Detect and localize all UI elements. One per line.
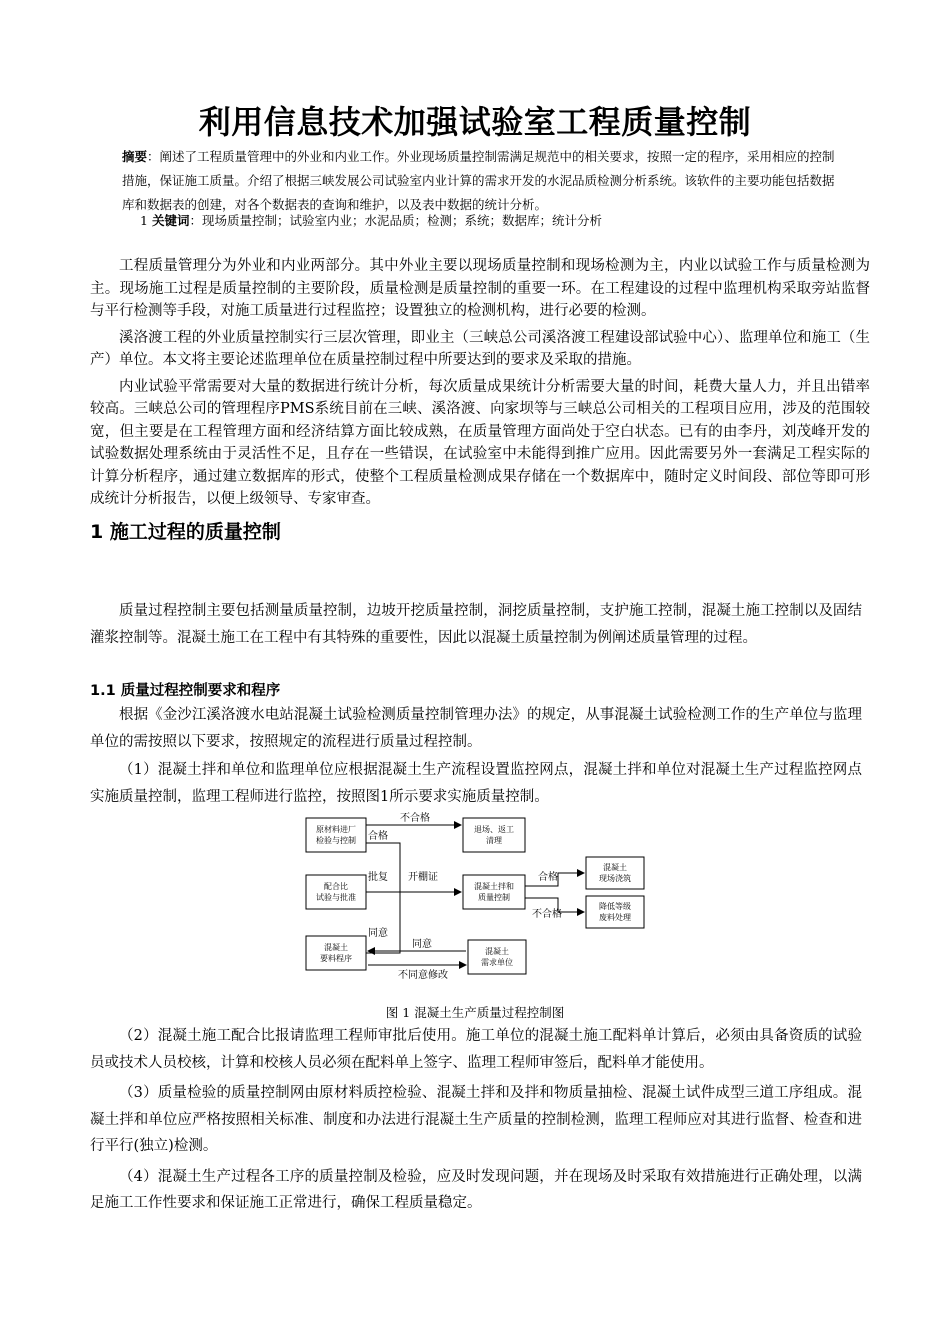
intro-paragraph-1: 工程质量管理分为外业和内业两部分。其中外业主要以现场质量控制和现场检测为主，内业以试验工作与质量检测为主。现场施工过程是质量控制的主要阶段，质量检测是质量控制的重要一环。在工程建设的过程中监理机构采取旁站监督与平行检测等手段，对施工质量进行过程监控；设置独立的检测机构，进行必要的检测。 (90, 258, 870, 319)
box-text: 混凝土 (603, 863, 627, 872)
label-unqualified-top: 不合格 (400, 813, 430, 824)
label-unqualified-right: 不合格 (532, 909, 562, 920)
box-downgrade (586, 896, 644, 928)
paper-title: 利用信息技术加强试验室工程质量控制 (198, 103, 752, 141)
box-text: 混凝土 (485, 947, 509, 956)
box-text: 试验与批准 (316, 893, 356, 902)
label-certificate: 开棚证 (408, 872, 438, 883)
keywords-text: ：现场质量控制；试验室内业；水泥品质；检测；系统；数据库；统计分析 (189, 213, 602, 228)
box-text: 质量控制 (478, 893, 510, 902)
box-text: 配合比 (324, 882, 348, 891)
section-1-1-paragraph-2: （1）混凝土拌和单位和监理单位应根据混凝土生产流程设置监控网点，混凝土拌和单位对混凝土生产过程监控网点实施质量控制，监理工程师进行监控，按照图1所示要求实施质量控制。 (90, 762, 862, 805)
box-raw-material (306, 818, 366, 852)
flowchart-figure (300, 808, 660, 986)
label-disagree-modify: 不同意修改 (398, 970, 448, 981)
keywords-prefix: 1 (140, 213, 152, 228)
intro-paragraph-3: 内业试验平常需要对大量的数据进行统计分析，每次质量成果统计分析需要大量的时间，耗费大量人力，并且出错率较高。三峡总公司的管理程序PMS系统目前在三峡、溪洛渡、向家坝等与三峡总公司相关的工程项目应用，涉及的范围较宽，但主要是在工程管理方面和经济结算方面比较成熟，在质量管理方面尚处于空白状态。已有的由李丹，刘茂峰开发的试验数据处理系统由于灵活性不足，且存在一些错误，在试验室中未能得到推广应用。因此需要另外一套满足工程实际的计算分析程序，通过建立数据库的形式，使整个工程质量检测成果存储在一个数据库中，随时定义时间段、部位等即可形成统计分析报告，以便上级领导、专家审查。 (90, 378, 870, 507)
box-site-pour (586, 857, 644, 889)
box-text: 清理 (486, 836, 502, 845)
box-text: 废料处理 (599, 913, 631, 922)
intro-section (90, 255, 870, 511)
box-text: 要料程序 (320, 954, 352, 963)
section-1-1-paragraph-1: 根据《金沙江溪洛渡水电站混凝土试验检测质量控制管理办法》的规定，从事混凝土试验检测工作的生产单位与监理单位的需按照以下要求，按照规定的流程进行质量过程控制。 (90, 707, 862, 750)
section-1-heading: 1 施工过程的质量控制 (90, 521, 281, 543)
box-text: 混凝土 (324, 943, 348, 952)
box-text: 降低等级 (599, 902, 631, 911)
box-return-clean (463, 818, 525, 852)
section-1-body (90, 598, 862, 651)
box-mixing (463, 875, 525, 909)
box-mix-ratio (306, 875, 366, 909)
label-approve: 批复 (368, 872, 388, 883)
abstract-label: 摘要 (122, 149, 148, 164)
arrow-qualified-left (366, 843, 461, 892)
label-qualified-left: 合格 (368, 831, 388, 842)
line-material-request (366, 892, 400, 953)
after-figure-body (90, 1023, 862, 1217)
box-text: 现场浇筑 (599, 874, 631, 883)
paragraph-item-4: （4）混凝土生产过程各工序的质量控制及检验，应及时发现问题，并在现场及时采取有效措施进行正确处理，以满足施工工作性要求和保证施工正常进行，确保工程质量稳定。 (90, 1168, 862, 1211)
box-material-request (306, 936, 366, 970)
flowchart-svg (300, 808, 660, 986)
section-1-paragraph: 质量过程控制主要包括测量质量控制，边坡开挖质量控制，洞挖质量控制，支护施工控制，混凝土施工控制以及固结灌浆控制等。混凝土施工在工程中有其特殊的重要性，因此以混凝土质量控制为例阐述质量管理的过程。 (90, 603, 862, 646)
abstract (122, 145, 842, 217)
label-agree-left: 同意 (368, 928, 388, 939)
label-agree-bottom: 同意 (412, 939, 432, 950)
keywords (140, 210, 860, 232)
intro-paragraph-2: 溪洛渡工程的外业质量控制实行三层次管理，即业主（三峡总公司溪洛渡工程建设部试验中心）、监理单位和施工（生产）单位。本文将主要论述监理单位在质量控制过程中所要达到的要求及采取的措施。 (90, 329, 870, 368)
section-1-1-body (90, 702, 862, 810)
box-text: 退场、返工 (474, 825, 514, 834)
abstract-text: ：阐述了工程质量管理中的外业和内业工作。外业现场质量控制需满足规范中的相关要求，按照一定的程序，采用相应的控制措施，保证施工质量。介绍了根据三峡发展公司试验室内业计算的需求开发的水泥品质检测分析系统。该软件的主要功能包括数据库和数据表的创建，对各个数据表的查询和维护，以及表中数据的统计分析。 (122, 149, 835, 212)
figure-caption: 图 1 混凝土生产质量过程控制图 (385, 1005, 565, 1020)
paragraph-item-2: （2）混凝土施工配合比报请监理工程师审批后使用。施工单位的混凝土施工配料单计算后，必须由具备资质的试验员或技术人员校核，计算和校核人员必须在配料单上签字、监理工程师审签后，配料单才能使用。 (90, 1028, 862, 1071)
box-text: 原材料进厂 (316, 825, 356, 834)
box-demand-unit (468, 940, 526, 974)
keywords-label: 关键词 (151, 213, 190, 228)
box-text: 检验与控制 (316, 836, 356, 845)
box-text: 需求单位 (481, 958, 513, 967)
label-qualified-right: 合格 (538, 872, 558, 883)
section-1-1-heading: 1.1 质量过程控制要求和程序 (90, 683, 281, 699)
box-text: 混凝土拌和 (474, 882, 514, 891)
paragraph-item-3: （3）质量检验的质量控制网由原材料质控检验、混凝土拌和及拌和物质量抽检、混凝土试件成型三道工序组成。混凝土拌和单位应严格按照相关标准、制度和办法进行混凝土生产质量的控制检测，监理工程师应对其进行监督、检查和进行平行(独立)检测。 (90, 1085, 862, 1154)
